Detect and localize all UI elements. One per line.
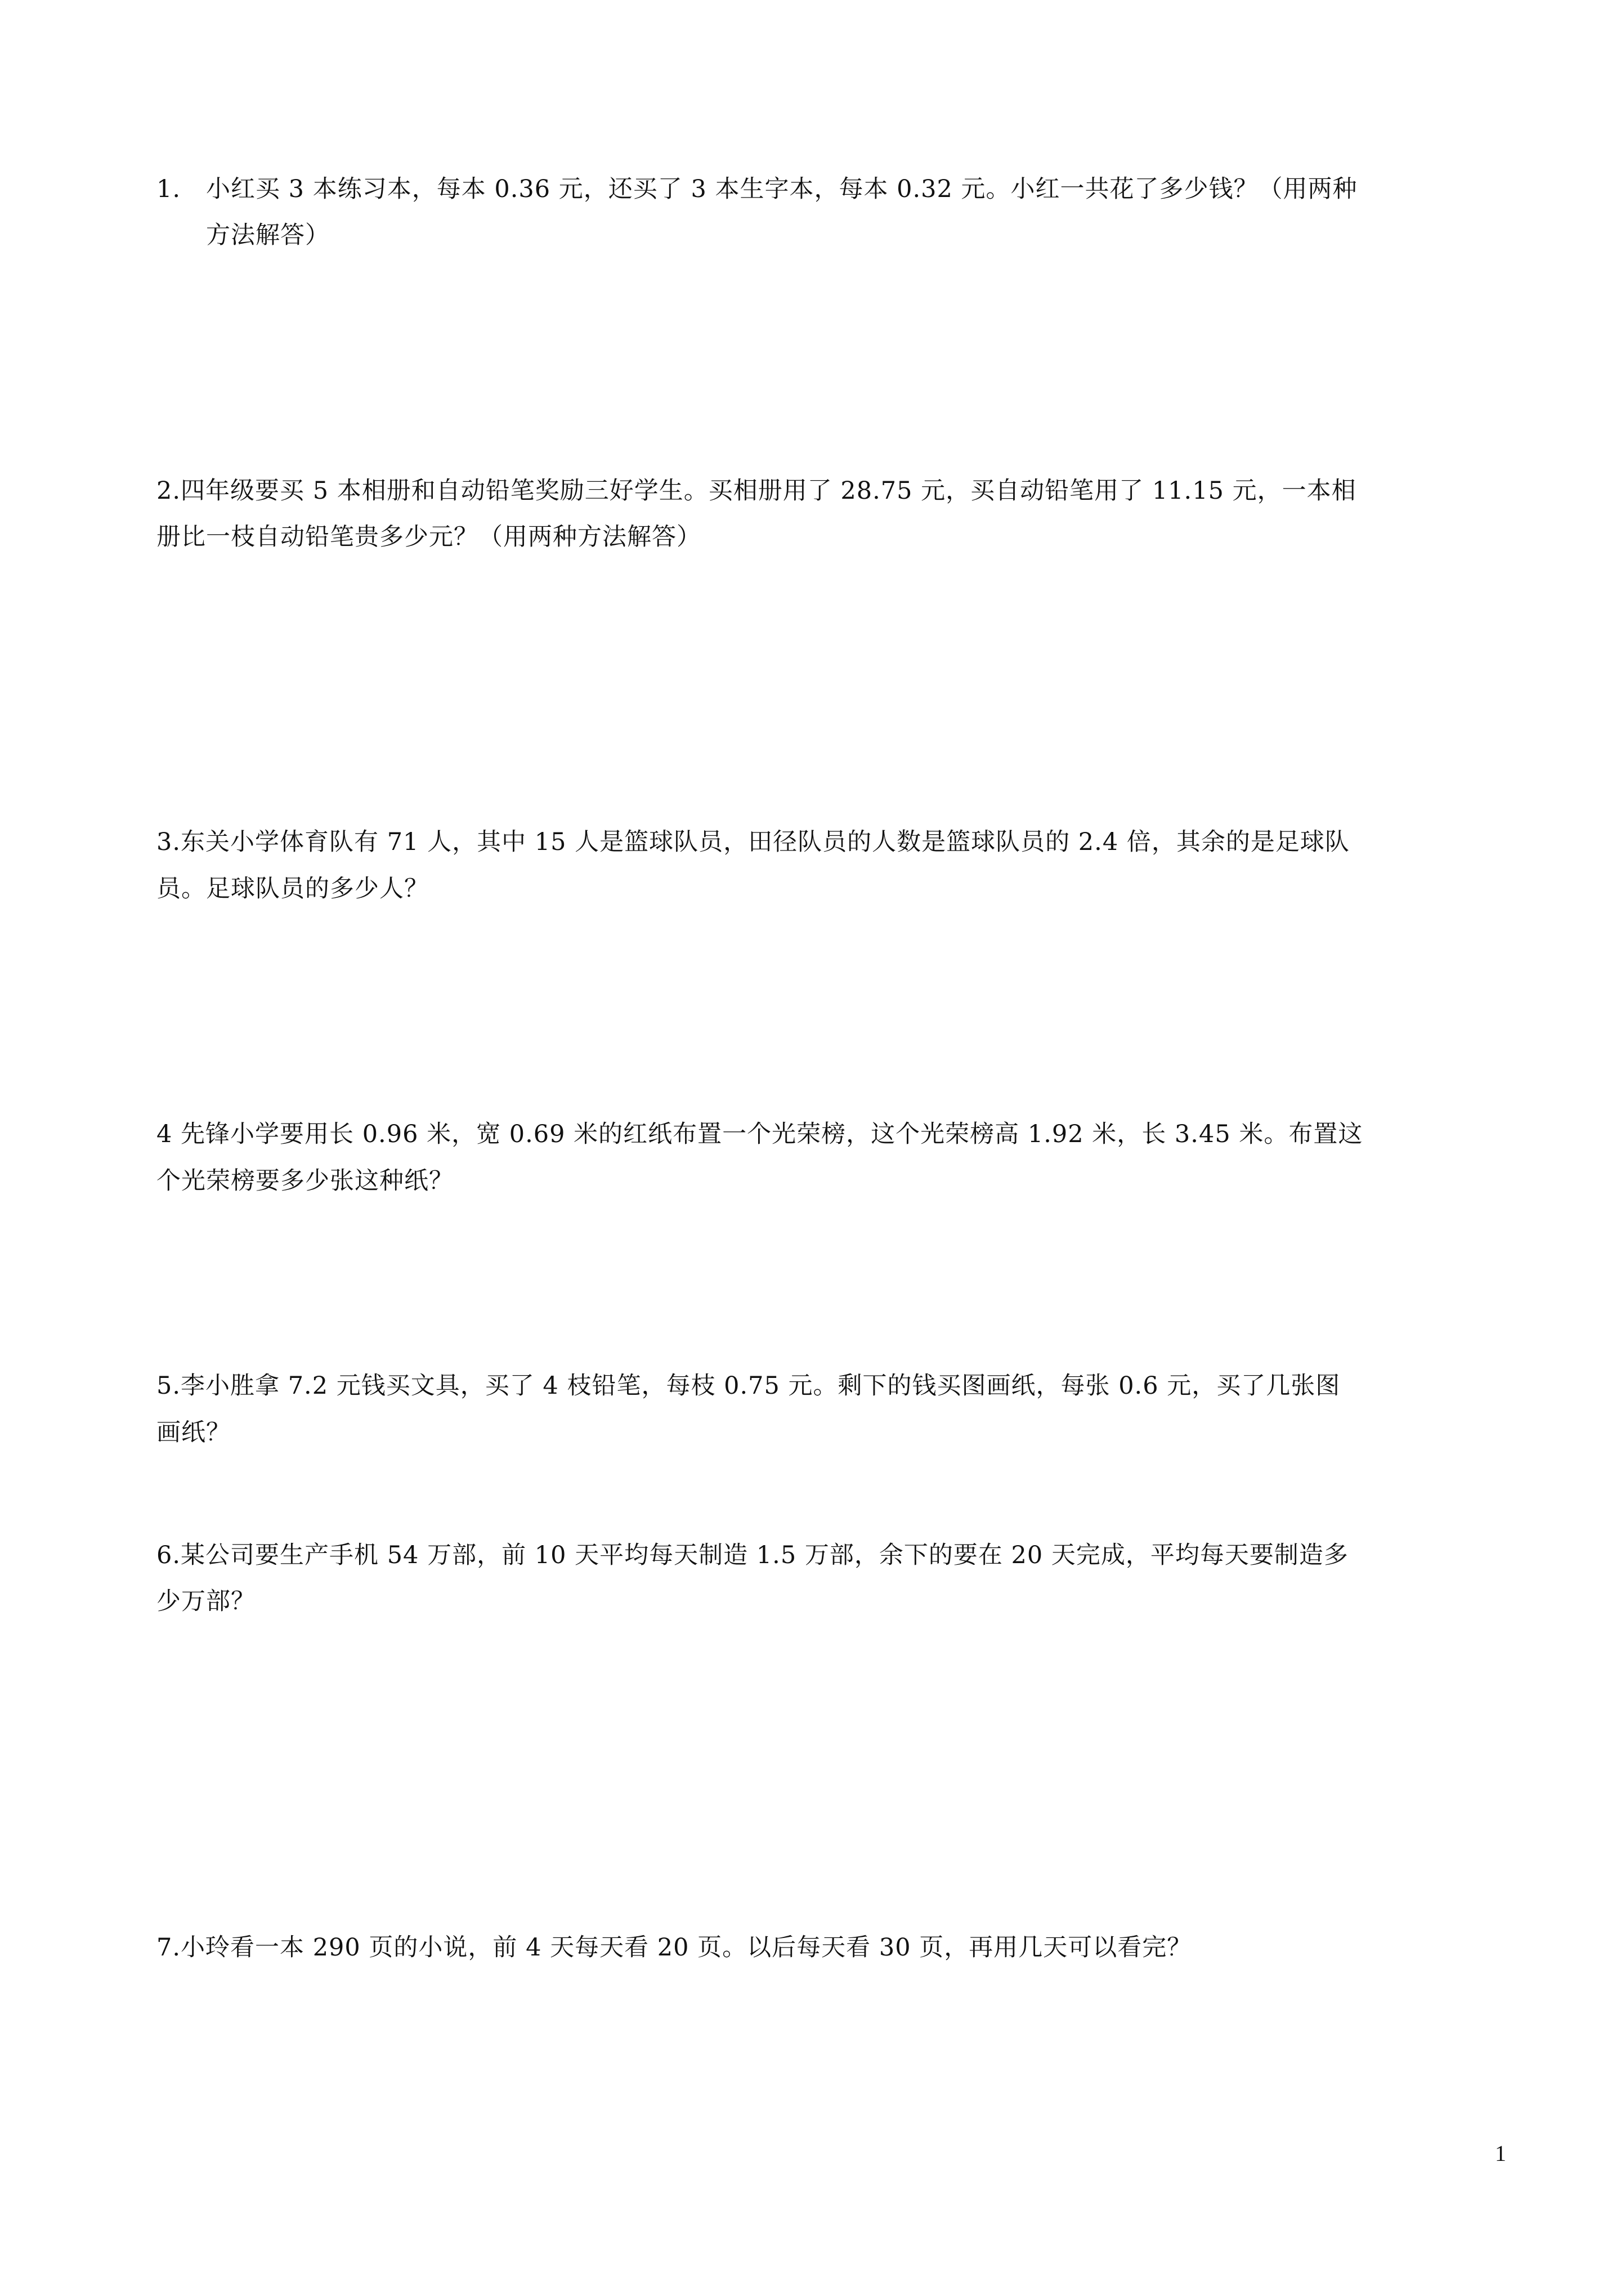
question-6-line-1: 6.某公司要生产手机 54 万部，前 10 天平均每天制造 1.5 万部，余下的要在 20 天完成，平均每天要制造多 [156,1541,1349,1569]
question-3-line-1: 3.东关小学体育队有 71 人，其中 15 人是篮球队员，田径队员的人数是篮球队员的 2.4 倍，其余的是足球队 [156,828,1350,856]
question-1-line-2: 方法解答） [206,221,330,249]
question-2-line-2: 册比一枝自动铅笔贵多少元？（用两种方法解答） [156,523,701,551]
question-4-line-2: 个光荣榜要多少张这种纸？ [156,1167,454,1195]
question-4-line-1: 4 先锋小学要用长 0.96 米，宽 0.69 米的红纸布置一个光荣榜，这个光荣榜高 1.92 米，长 3.45 米。布置这 [156,1120,1363,1148]
question-3-line-2: 员。足球队员的多少人？ [156,875,429,903]
question-1-number: 1. [156,175,181,203]
question-1-line-1: 小红买 3 本练习本，每本 0.36 元，还买了 3 本生字本，每本 0.32 元。小红一共花了多少钱？（用两种 [206,175,1358,203]
question-2-line-1: 2.四年级要买 5 本相册和自动铅笔奖励三好学生。买相册用了 28.75 元，买自动铅笔用了 11.15 元，一本相 [156,477,1356,505]
question-5-line-1: 5.李小胜拿 7.2 元钱买文具，买了 4 枝铅笔，每枝 0.75 元。剩下的钱买图画纸，每张 0.6 元，买了几张图 [156,1372,1341,1400]
question-7-line-1: 7.小玲看一本 290 页的小说，前 4 天每天看 20 页。以后每天看 30 页，再用几天可以看完？ [156,1934,1192,1962]
page-number: 1 [1495,2141,1506,2166]
question-6-line-2: 少万部？ [156,1587,256,1615]
question-5-line-2: 画纸？ [156,1418,231,1447]
